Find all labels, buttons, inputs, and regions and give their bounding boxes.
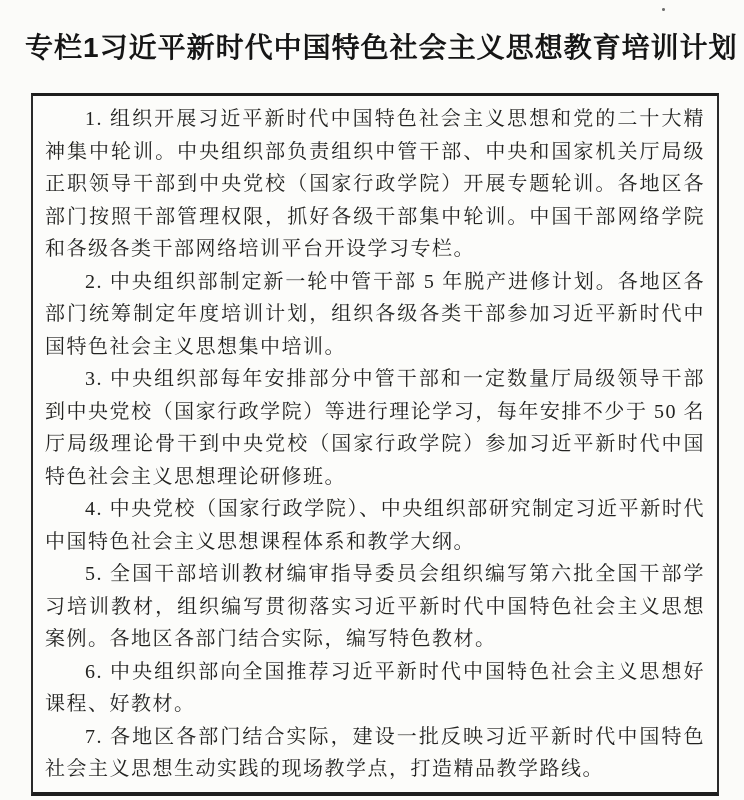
box-paragraph-2: 2. 中央组织部制定新一轮中管干部 5 年脱产进修计划。各地区各部门统筹制定年度培训计划，组织各级各类干部参加习近平新时代中国特色社会主义思想集中培训。 xyxy=(45,270,705,358)
box-paragraph-5: 5. 全国干部培训教材编审指导委员会组织编写第六批全国干部学习培训教材，组织编写贯彻落实习近平新时代中国特色社会主义思想案例。各地区各部门结合实际，编写特色教材。 xyxy=(45,563,705,650)
page-title-prefix: 专栏1 xyxy=(25,32,100,63)
page-title xyxy=(25,26,738,66)
training-plan-box xyxy=(31,93,719,796)
box-paragraph-7: 7. 各地区各部门结合实际，建设一批反映习近平新时代中国特色社会主义思想生动实践的现场教学点，打造精品教学路线。 xyxy=(45,725,705,780)
box-paragraph-6: 6. 中央组织部向全国推荐习近平新时代中国特色社会主义思想好课程、好教材。 xyxy=(45,660,705,715)
page-title-text: 习近平新时代中国特色社会主义思想教育培训计划 xyxy=(99,32,738,63)
box-paragraph-3: 3. 中央组织部每年安排部分中管干部和一定数量厅局级领导干部到中央党校（国家行政学院）等进行理论学习，每年安排不少于 50 名厅局级理论骨干到中央党校（国家行政学院）参加习近平新时代中国特色社会主义思想理论研修班。 xyxy=(45,368,705,488)
box-paragraph-1: 1. 组织开展习近平新时代中国特色社会主义思想和党的二十大精神集中轮训。中央组织部负责组织中管干部、中央和国家机关厅局级正职领导干部到中央党校（国家行政学院）开展专题轮训。各地区各部门按照干部管理权限，抓好各级干部集中轮训。中国干部网络学院和各级各类干部网络培训平台开设学习专栏。 xyxy=(45,108,705,260)
box-paragraph-4: 4. 中央党校（国家行政学院）、中央组织部研究制定习近平新时代中国特色社会主义思想课程体系和教学大纲。 xyxy=(45,498,705,553)
scan-speck xyxy=(662,8,665,11)
